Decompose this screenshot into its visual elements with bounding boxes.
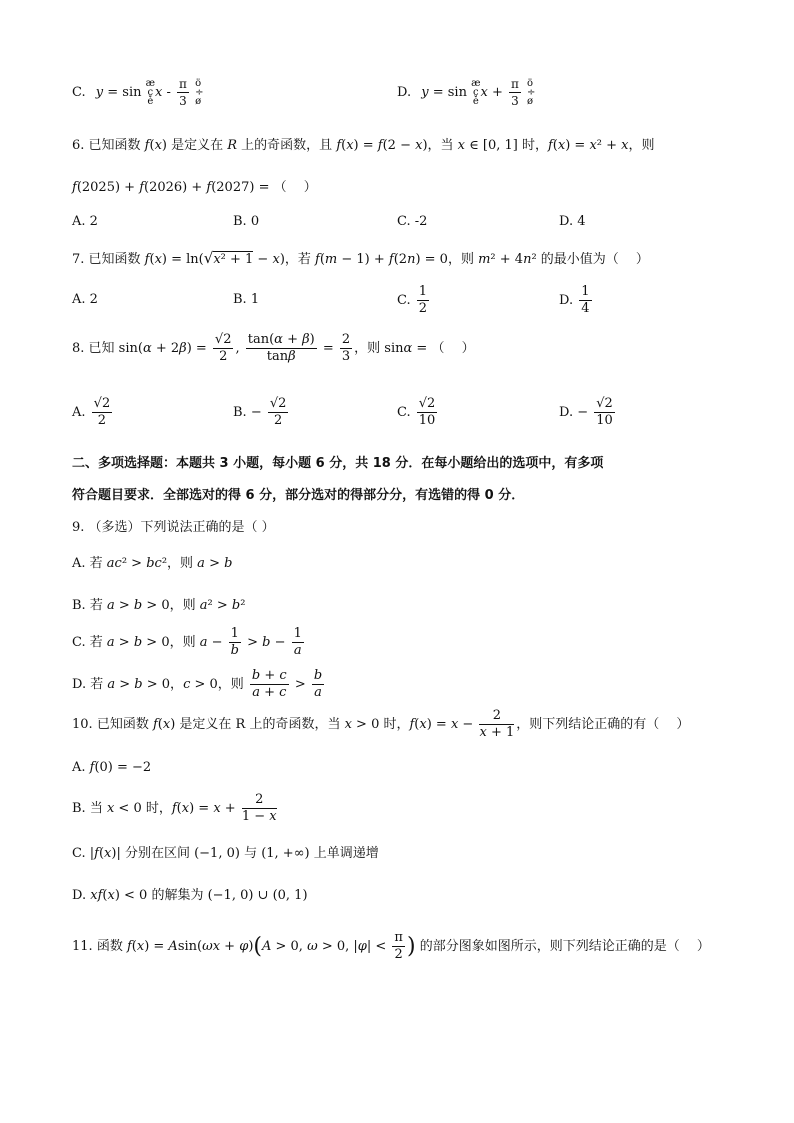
question-number: 11. bbox=[72, 939, 93, 954]
question-number: 8. bbox=[72, 341, 85, 356]
question-number: 10. bbox=[72, 717, 93, 732]
q10-stem: 10. 已知函数 f(x) 是定义在 R 上的奇函数，当 x > 0 时，f(x) = x − $\frac{2}{x + 1}$ ，则下列结论正确的有（ ） bbox=[72, 708, 690, 740]
q7-option-d: D. $\frac{1}{4}$ bbox=[559, 284, 590, 316]
q10-option-d: D. xf(x) < 0 的解集为 (−1, 0) ∪ (0, 1) bbox=[72, 888, 308, 903]
q5-option-c: C. y = sin æ ç èx - $\frac{\pi}{3}$ ö ÷ ø bbox=[72, 77, 204, 108]
q6-option-c: C. -2 bbox=[397, 214, 428, 229]
q6-option-a: A. 2 bbox=[72, 214, 98, 229]
q9-option-d: D. 若 a > b > 0，c > 0，则 $\frac{b + c}{a + c}$ > $\frac{b}{a}$ bbox=[72, 668, 323, 700]
q6-option-d: D. 4 bbox=[559, 214, 586, 229]
q6-stem-line2: f(2025) + f(2026) + f(2027) = （ ） bbox=[72, 180, 317, 195]
question-number: 6. bbox=[72, 138, 85, 153]
q7-option-a: A. 2 bbox=[72, 292, 98, 307]
q9-option-a: A. 若 ac² > bc²，则 a > b bbox=[72, 556, 233, 571]
q5-option-d: D. y = sin æ ç èx + $\frac{\pi}{3}$ ö ÷ ø bbox=[397, 77, 536, 108]
q7-option-b: B. 1 bbox=[233, 292, 260, 307]
q9-option-c: C. 若 a > b > 0，则 a − $\frac{1}{b}$ > b − $\frac{1}{a}$ bbox=[72, 626, 302, 658]
q8-option-a: A. $\frac{√2}{2}$ bbox=[72, 396, 111, 428]
section-2-heading-line2: 符合题目要求．全部选对的得 6 分，部分选对的得部分分，有选错的得 0 分． bbox=[72, 488, 525, 503]
q8-stem: 8. 已知 sin(α + 2β) = $\frac{√2}{2}$ , $\frac{\tan(\alpha + \beta)}{\tan\beta}$ = $\frac{2}{3}$ ，则 sinα = （ ） bbox=[72, 332, 475, 364]
q10-option-c: C. |f(x)| 分别在区间 (−1, 0) 与 (1, +∞) 上单调递增 bbox=[72, 846, 379, 861]
q9-stem: 9. （多选）下列说法正确的是（ ） bbox=[72, 520, 275, 535]
option-letter: C. bbox=[72, 85, 86, 100]
q8-option-b: B. − $\frac{√2}{2}$ bbox=[233, 396, 287, 428]
q11-stem: 11. 函数 f(x) = Asin(ωx + φ)(A > 0, ω > 0, |φ| < $\frac{\pi}{2}$ ) 的部分图象如图所示，则下列结论正确的是（ ） bbox=[72, 930, 710, 962]
section-2-heading-line1: 二、多项选择题：本题共 3 小题，每小题 6 分，共 18 分．在每小题给出的选项中，有多项 bbox=[72, 456, 604, 471]
q9-option-b: B. 若 a > b > 0，则 a² > b² bbox=[72, 598, 246, 613]
q8-option-c: C. $\frac{√2}{10}$ bbox=[397, 396, 436, 428]
option-letter: D. bbox=[397, 85, 412, 100]
q6-option-b: B. 0 bbox=[233, 214, 260, 229]
question-number: 9. bbox=[72, 520, 85, 535]
q10-option-b: B. 当 x < 0 时，f(x) = x + $\frac{2}{1 - x}$ bbox=[72, 792, 277, 824]
q6-stem-line1: 6. 已知函数 f(x) 是定义在 R 上的奇函数，且 f(x) = f(2 − x)，当 x ∈ [0, 1] 时，f(x) = x² + x，则 bbox=[72, 138, 655, 153]
question-number: 7. bbox=[72, 252, 85, 267]
q7-stem: 7. 已知函数 f(x) = ln(√x² + 1 − x)，若 f(m − 1) + f(2n) = 0，则 m² + 4n² 的最小值为（ ） bbox=[72, 249, 649, 267]
q8-option-d: D. − $\frac{√2}{10}$ bbox=[559, 396, 613, 428]
q7-option-c: C. $\frac{1}{2}$ bbox=[397, 284, 428, 316]
q10-option-a: A. f(0) = −2 bbox=[72, 760, 152, 775]
